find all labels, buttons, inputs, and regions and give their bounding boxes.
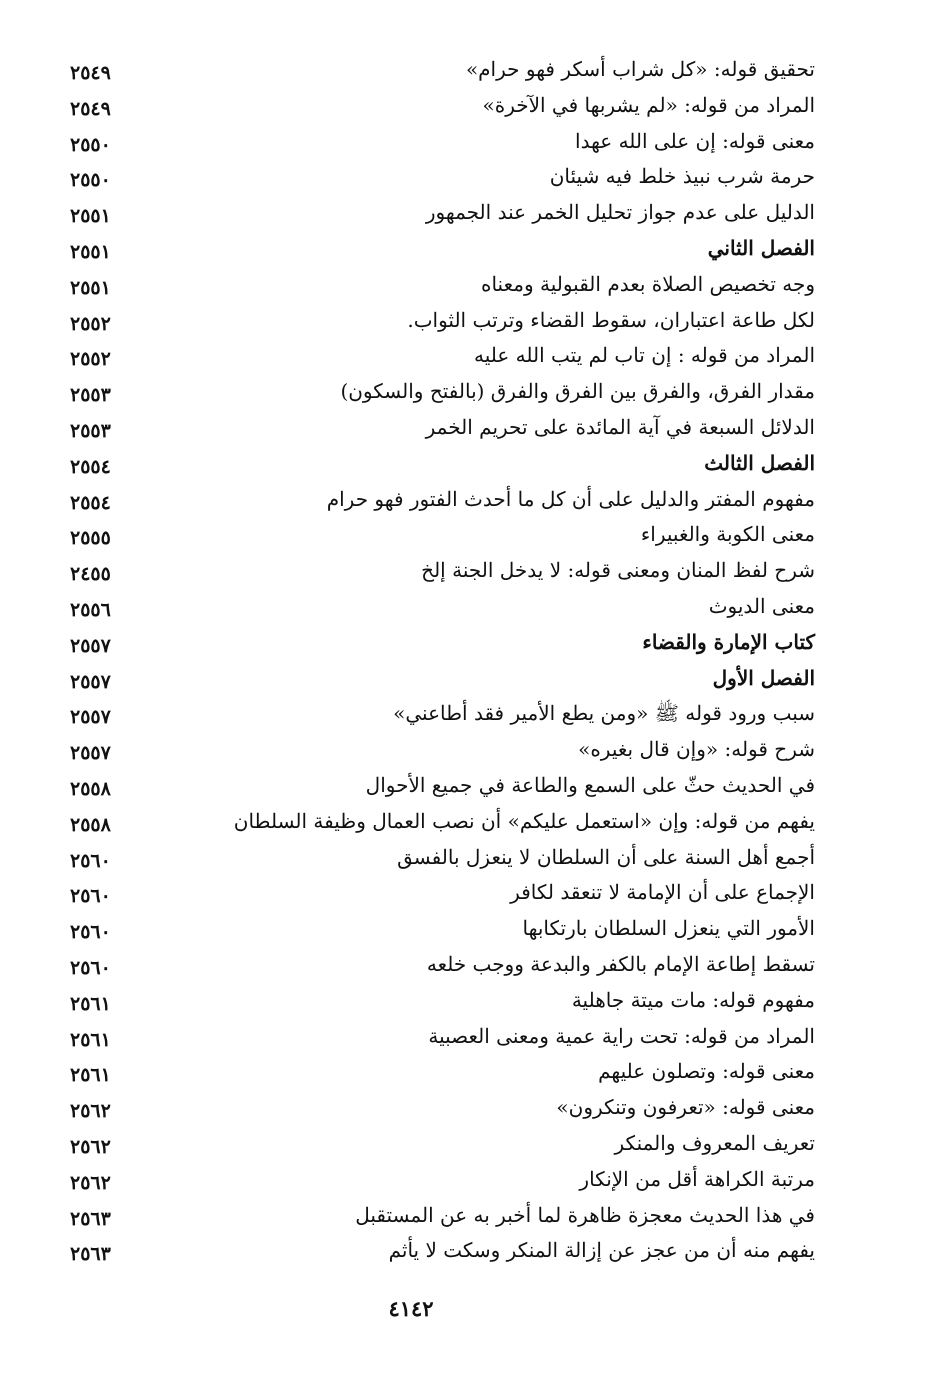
- toc-entry: [40, 52, 815, 88]
- toc-entry: [40, 804, 815, 840]
- toc-entry-page: ٢٥٥٧: [70, 670, 111, 693]
- toc-entry-title: يفهم من قوله: وإن «استعمل عليكم» أن نصب العمال وظيفة السلطان: [233, 808, 815, 833]
- toc-entry-page: ٢٥٦٢: [70, 1100, 111, 1123]
- toc-entry: [40, 195, 815, 231]
- toc-entry-page: ٢٥٦١: [70, 992, 111, 1015]
- toc-entry-page: ٢٥٥١: [70, 205, 111, 228]
- toc-entry-page: ٢٥٥٨: [70, 777, 111, 800]
- toc-entry: [40, 875, 815, 911]
- toc-entry-page: ٢٤٥٥: [70, 563, 111, 586]
- toc-entry: [40, 1019, 815, 1055]
- toc-entry: [40, 1054, 815, 1090]
- page-number: ٤١٤٢: [388, 1296, 434, 1321]
- toc-entry-title: حرمة شرب نبيذ خلط فيه شيئان: [549, 164, 815, 189]
- toc-entry-title: مفهوم المفتر والدليل على أن كل ما أحدث الفتور فهو حرام: [326, 486, 815, 511]
- toc-entry: [40, 661, 815, 697]
- toc-entry: [40, 732, 815, 768]
- toc-entry: [40, 338, 815, 374]
- toc-entry-title: معنى الكوبة والغبيراء: [640, 522, 815, 547]
- table-of-contents: [40, 52, 815, 1269]
- toc-entry-page: ٢٥٦١: [70, 1064, 111, 1087]
- toc-entry-page: ٢٥٥٦: [70, 598, 111, 621]
- toc-entry-page: ٢٥٥٢: [70, 348, 111, 371]
- toc-entry-title: الدلائل السبعة في آية المائدة على تحريم الخمر: [425, 414, 815, 439]
- toc-entry: [40, 1198, 815, 1234]
- toc-entry-page: ٢٥٤٩: [70, 97, 111, 120]
- toc-entry-title: المراد من قوله: تحت راية عمية ومعنى العصبية: [428, 1023, 815, 1048]
- toc-entry-title: لكل طاعة اعتباران، سقوط القضاء وترتب الثواب.: [407, 307, 815, 332]
- toc-entry-title: شرح لفظ المنان ومعنى قوله: لا يدخل الجنة إلخ: [421, 558, 815, 583]
- toc-entry: [40, 947, 815, 983]
- toc-entry-page: ٢٥٥١: [70, 240, 111, 263]
- toc-entry: [40, 911, 815, 947]
- toc-entry: [40, 88, 815, 124]
- toc-entry-page: ٢٥٥٤: [70, 455, 111, 478]
- toc-entry-page: ٢٥٥٧: [70, 742, 111, 765]
- toc-entry: [40, 840, 815, 876]
- toc-entry-title: الإجماع على أن الإمامة لا تنعقد لكافر: [510, 880, 815, 905]
- toc-entry: [40, 589, 815, 625]
- toc-section-heading: الفصل الثاني: [707, 235, 815, 260]
- toc-entry-page: ٢٥٥٧: [70, 706, 111, 729]
- toc-entry-page: ٢٥٦٠: [70, 885, 111, 908]
- toc-entry: [40, 1126, 815, 1162]
- toc-entry: [40, 517, 815, 553]
- toc-entry: [40, 553, 815, 589]
- toc-entry-title: تسقط إطاعة الإمام بالكفر والبدعة ووجب خلعه: [426, 951, 815, 976]
- toc-section-heading: الفصل الأول: [712, 665, 815, 690]
- toc-entry-title: تحقيق قوله: «كل شراب أسكر فهو حرام»: [465, 57, 815, 81]
- toc-entry-title: معنى قوله: إن على الله عهدا: [575, 128, 815, 153]
- toc-entry: [40, 410, 815, 446]
- toc-entry-title: مفهوم قوله: مات ميتة جاهلية: [571, 987, 815, 1012]
- toc-entry-title: في هذا الحديث معجزة ظاهرة لما أخبر به عن المستقبل: [355, 1202, 815, 1227]
- toc-entry-title: المراد من قوله: «لم يشربها في الآخرة»: [482, 92, 815, 117]
- toc-entry: [40, 446, 815, 482]
- toc-entry: [40, 124, 815, 160]
- toc-entry-page: ٢٥٤٩: [70, 62, 111, 84]
- toc-entry: [40, 1090, 815, 1126]
- toc-entry-title: مقدار الفرق، والفرق بين الفرق والفرق (بالفتح والسكون): [340, 379, 815, 404]
- toc-entry-page: ٢٥٥٢: [70, 312, 111, 335]
- toc-entry-page: ٢٥٦٢: [70, 1135, 111, 1158]
- toc-entry: [40, 231, 815, 267]
- toc-entry-page: ٢٥٥٤: [70, 491, 111, 514]
- toc-entry: [40, 1162, 815, 1198]
- toc-entry-page: ٢٥٥٣: [70, 419, 111, 442]
- toc-entry-title: معنى قوله: وتصلون عليهم: [598, 1059, 815, 1084]
- toc-entry-title: معنى قوله: «تعرفون وتنكرون»: [556, 1095, 815, 1120]
- toc-entry-page: ٢٥٦٢: [70, 1171, 111, 1194]
- toc-entry-title: في الحديث حثّ على السمع والطاعة في جميع الأحوال: [365, 772, 815, 797]
- toc-entry-title: مرتبة الكراهة أقل من الإنكار: [579, 1166, 815, 1191]
- toc-entry-page: ٢٥٥٠: [70, 133, 111, 156]
- toc-entry-title: تعريف المعروف والمنكر: [614, 1130, 815, 1155]
- toc-entry-title: وجه تخصيص الصلاة بعدم القبولية ومعناه: [480, 271, 815, 296]
- toc-entry-title: أجمع أهل السنة على أن السلطان لا ينعزل بالفسق: [397, 844, 815, 869]
- toc-entry-title: يفهم منه أن من عجز عن إزالة المنكر وسكت لا يأثم: [388, 1238, 815, 1263]
- toc-entry-page: ٢٥٦٠: [70, 956, 111, 979]
- toc-entry-page: ٢٥٦٣: [70, 1207, 111, 1230]
- toc-entry-title: الدليل على عدم جواز تحليل الخمر عند الجمهور: [425, 200, 815, 225]
- toc-entry-page: ٢٥٦١: [70, 1028, 111, 1051]
- toc-entry-title: معنى الديوث: [708, 593, 815, 618]
- toc-entry: [40, 482, 815, 518]
- toc-entry-title: سبب ورود قوله ﷺ «ومن يطع الأمير فقد أطاعني»: [393, 701, 815, 726]
- toc-entry-title: شرح قوله: «وإن قال بغيره»: [578, 737, 815, 762]
- toc-entry: [40, 1233, 815, 1269]
- toc-entry: [40, 267, 815, 303]
- toc-entry: [40, 696, 815, 732]
- toc-entry-page: ٢٥٦٣: [70, 1243, 111, 1266]
- toc-entry-page: ٢٥٦٠: [70, 849, 111, 872]
- toc-entry-title: المراد من قوله : إن تاب لم يتب الله عليه: [474, 343, 815, 368]
- toc-entry-page: ٢٥٥٧: [70, 634, 111, 657]
- toc-entry-page: ٢٥٥٨: [70, 813, 111, 836]
- toc-entry-page: ٢٥٥٠: [70, 169, 111, 192]
- toc-entry-page: ٢٥٦٠: [70, 921, 111, 944]
- toc-entry: [40, 768, 815, 804]
- toc-entry: [40, 303, 815, 339]
- toc-entry-page: ٢٥٥٥: [70, 527, 111, 550]
- toc-entry: [40, 374, 815, 410]
- toc-entry: [40, 159, 815, 195]
- toc-entry-title: الأمور التي ينعزل السلطان بارتكابها: [522, 916, 815, 941]
- toc-entry-page: ٢٥٥٣: [70, 384, 111, 407]
- toc-entry: [40, 983, 815, 1019]
- toc-entry: [40, 625, 815, 661]
- toc-section-heading: الفصل الثالث: [704, 450, 815, 475]
- toc-section-heading: كتاب الإمارة والقضاء: [642, 629, 815, 654]
- toc-entry-page: ٢٥٥١: [70, 276, 111, 299]
